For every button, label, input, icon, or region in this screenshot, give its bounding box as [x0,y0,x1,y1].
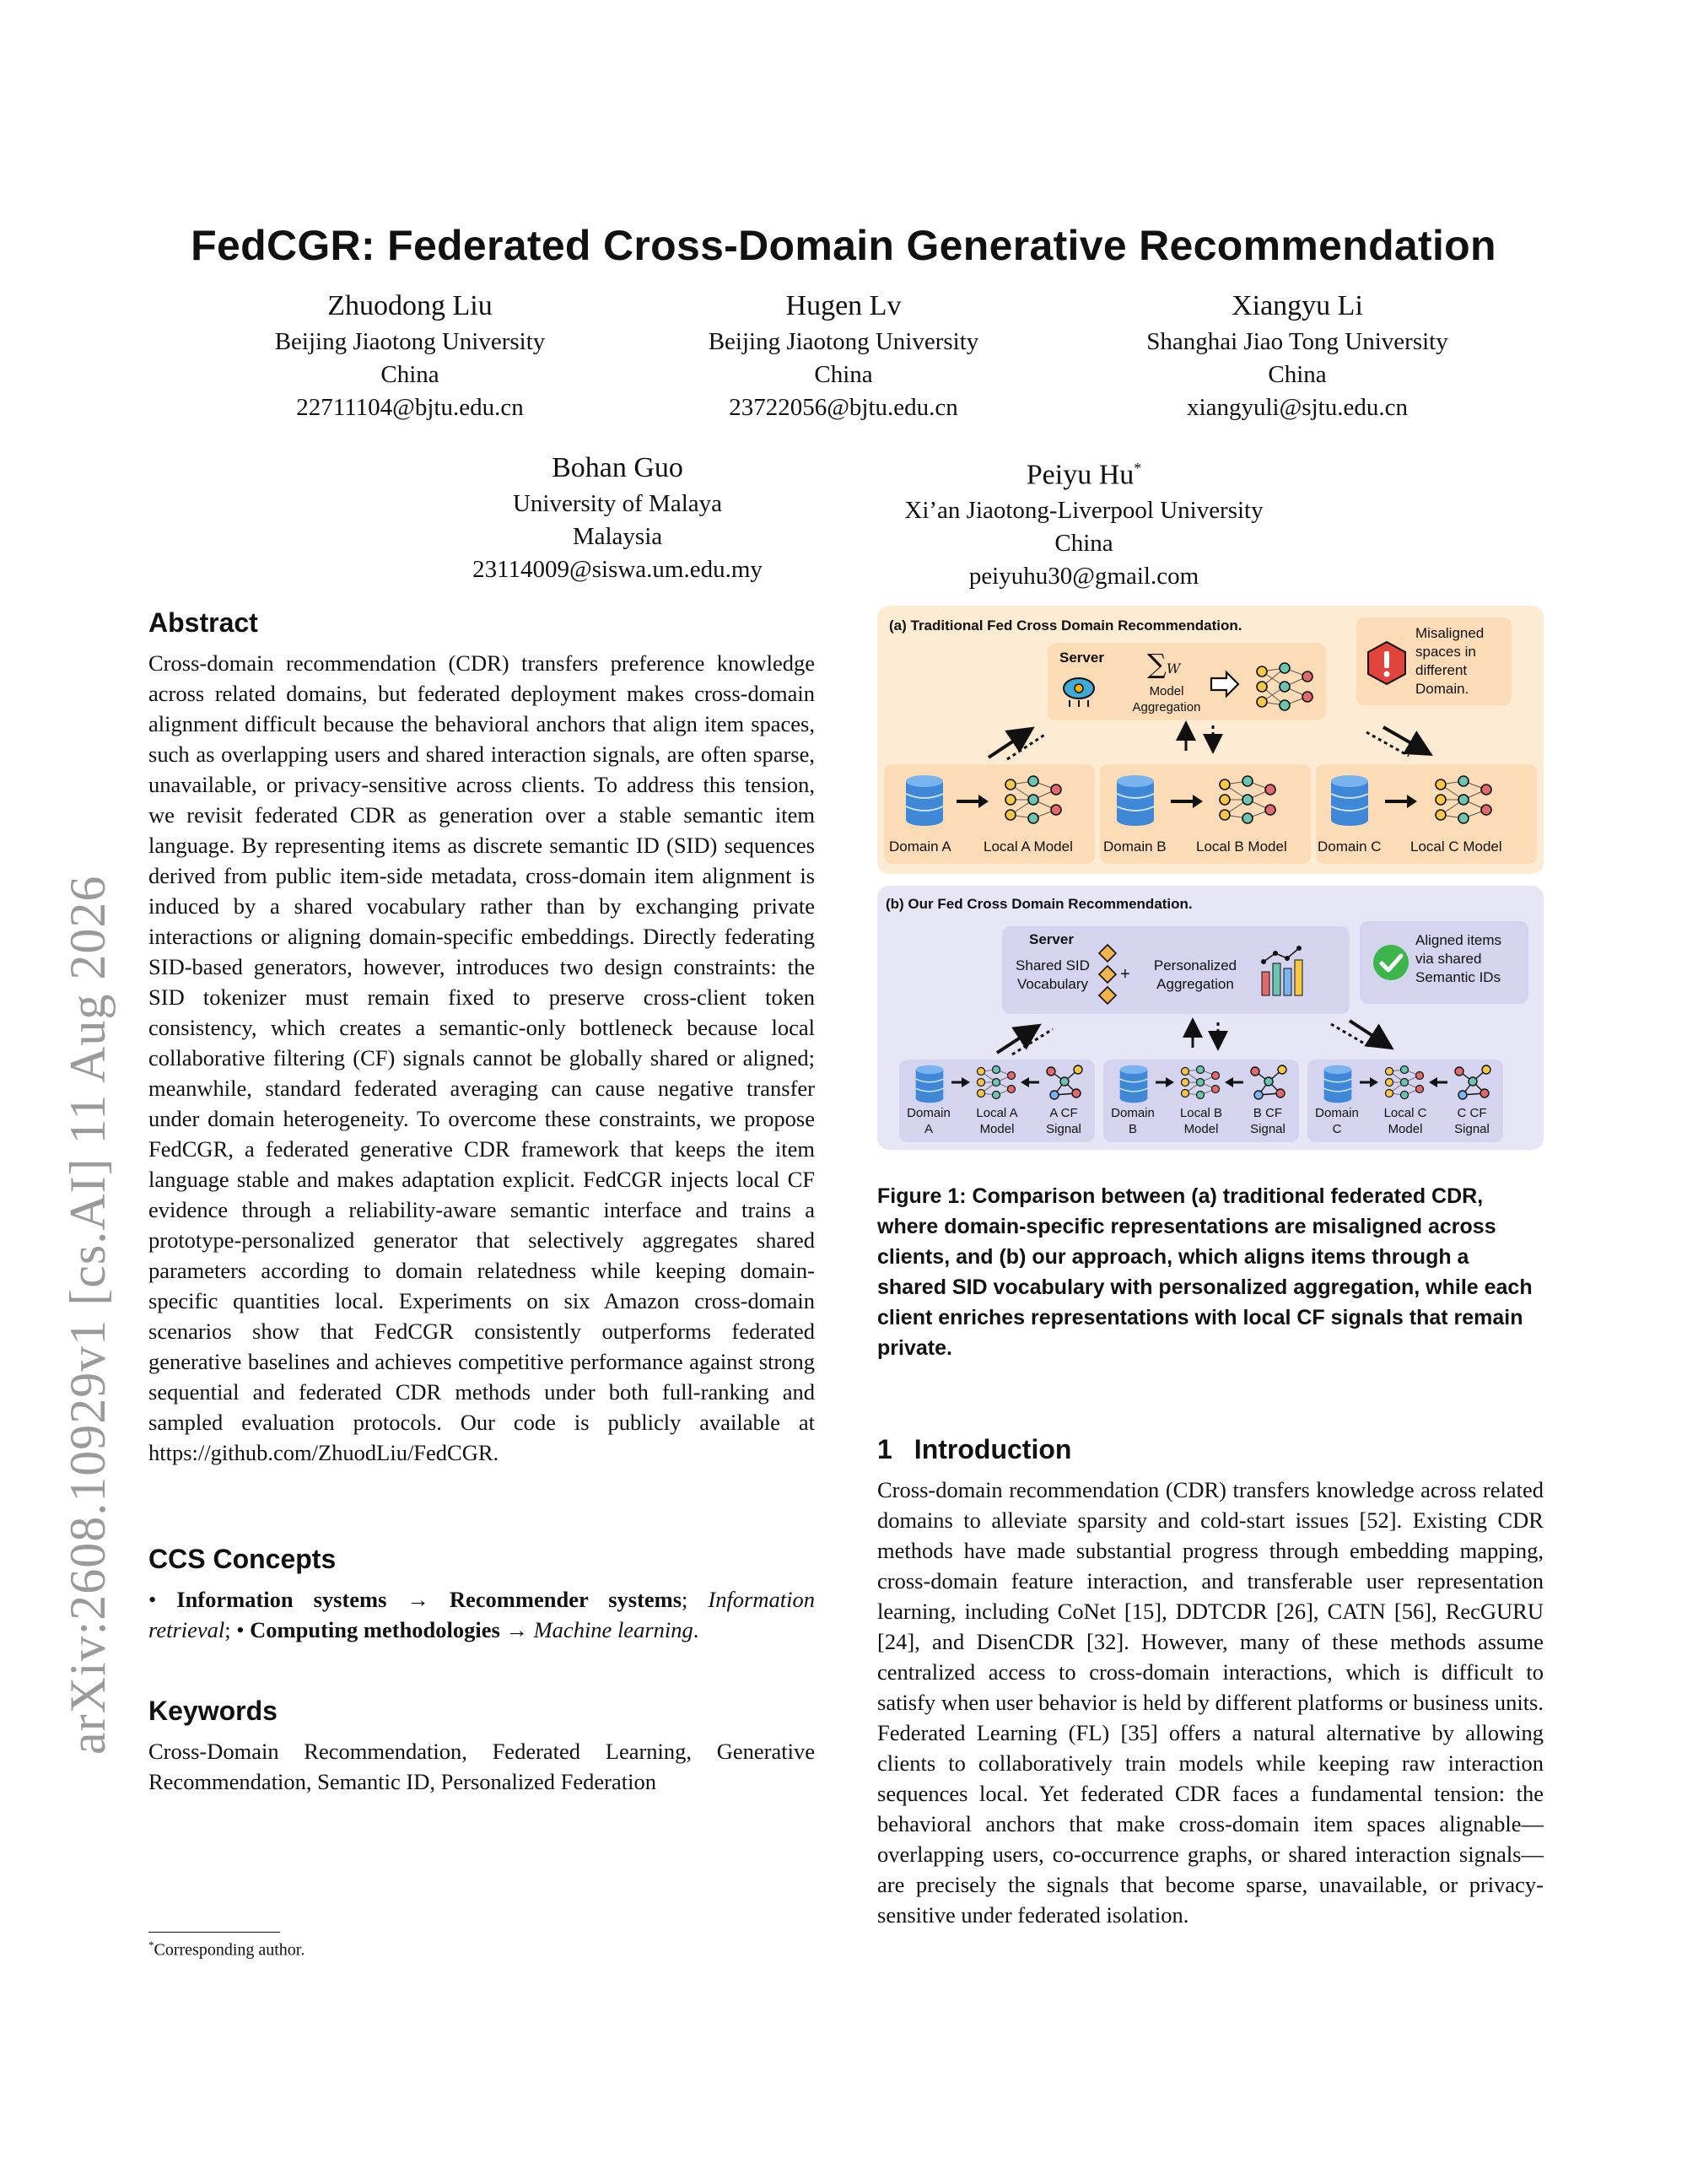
client-model-label: Local A Model [976,1106,1018,1136]
author-affiliation: University of Malaya [512,490,723,517]
arrow-left-icon [1021,1076,1039,1088]
author-email: peiyuhu30@gmail.com [968,563,1199,590]
client-domain-label: Domain C [1318,839,1382,855]
ccs-heading: CCS Concepts [148,1544,337,1574]
check-circle-icon [1372,943,1410,982]
ccs-text: • Information systems → Recommender systems; Information retrieval; • Computing methodologies → Machine learning. [148,1587,815,1642]
footnote [148,1939,305,1960]
author-affiliation: Beijing Jiaotong University [708,328,979,355]
author-block-4 [381,449,854,586]
aligned-box [1360,921,1528,1004]
neural-net-icon [1253,660,1316,714]
cloud-server-icon [1059,671,1098,710]
figure-1 [877,606,1544,1150]
author-block-2 [607,287,1080,424]
agg-label: Personalized Aggregation [1153,957,1237,992]
plus-sign: + [1120,965,1130,984]
abstract-heading: Abstract [148,607,258,638]
corresponding-mark: * [1134,460,1142,477]
neural-net-icon [1179,1063,1221,1102]
author-block-3 [1061,287,1533,424]
database-icon [914,1065,945,1103]
sum-symbol-icon: ∑W [1147,648,1181,680]
server-label: Server [1059,650,1104,666]
ccs-arrow: → [407,1587,429,1612]
cf-graph-icon [1044,1063,1083,1102]
panel-a [877,606,1544,874]
server-label: Server [1029,931,1074,947]
vocab-label: Shared SID Vocabulary [1016,957,1090,992]
database-icon [1323,1065,1353,1103]
author-email: 23722056@bjtu.edu.cn [729,394,958,421]
author-email: xiangyuli@sjtu.edu.cn [1187,394,1408,421]
client-c-box [1316,764,1537,864]
author-block-5 [848,449,1320,593]
sid-tokens-icon [1097,943,1118,1007]
cf-graph-icon [1248,1063,1287,1102]
client-c-box [1307,1060,1503,1142]
author-name: Hugen Lv [785,290,902,321]
client-b-box [1103,1060,1299,1142]
intro-text: Cross-domain recommendation (CDR) transfers knowledge across related domains to alleviate sparsity and cold-start issues [52]. Existing CDR methods have made substantial progress through embedding mapping, cross-domain feature interaction, and transferable user representation learning, including CoNet [15], DDTCDR [26], CATN [56], RecGURU [24], and DisenCDR [32]. However, many of these methods assume centralized access to cross-domain interactions, which is difficult to satisfy when user behavior is held by different platforms or business units. Federated Learning (FL) [35] offers a natural alternative by allowing clients to collaboratively train models while keeping raw interaction sequences local. Yet federated CDR faces a fundamental tension: the behavioral anchors that make cross-domain item spaces alignable—overlapping users, co-occurrence graphs, or shared interaction signals—are precisely the signals that become sparse, unavailable, or privacy-sensitive under federated isolation. [877,1477,1544,1928]
author-email: 22711104@bjtu.edu.cn [296,394,524,421]
panel-b [877,886,1544,1150]
sum-subscript: W [1166,661,1181,677]
warning-icon [1363,639,1410,687]
paper-title: FedCGR: Federated Cross-Domain Generative Recommendation [191,222,1496,269]
client-model-label: Local B Model [1179,1106,1223,1136]
client-a-box [884,764,1095,864]
ccs-term: Computing methodologies [250,1617,500,1642]
panel-a-title: (a) Traditional Fed Cross Domain Recommendation. [889,617,1242,634]
author-name: Xiangyu Li [1232,290,1363,321]
database-icon [1118,1065,1149,1103]
footnote-text: Corresponding author. [154,1940,305,1960]
neural-net-icon [975,1063,1017,1102]
author-name: Bohan Guo [552,452,683,483]
client-domain-label: Domain C [1315,1106,1359,1136]
client-model-label: Local A Model [984,839,1073,855]
ccs-term: Information retrieval [148,1587,815,1642]
bar-chart-icon [1257,941,1311,1000]
server-box [1048,643,1326,720]
client-signal-label: A CF Signal [1046,1106,1081,1136]
author-email: 23114009@siswa.um.edu.my [472,556,763,583]
database-icon [904,774,945,827]
abstract-text: Cross-domain recommendation (CDR) transfers preference knowledge across related domains, but federated deployment makes cross-domain alignment difficult because the behavioral anchors that align item spaces, such as overlapping users and shared interaction signals, are often sparse, unavailable, or privacy-sensitive across clients. To address this tension, we revisit federated CDR as generation over a stable semantic item language. By representing items as discrete semantic ID (SID) sequences derived from public item-side metadata, cross-domain item alignment is induced by a shared vocabulary rather than by exchanging private interactions or aligning domain-specific embeddings. Directly federating SID-based generators, however, introduces two design constraints: the SID tokenizer must remain fixed to preserve cross-client token consistency, which creates a semantic-only bottleneck because local collaborative filtering (CF) signals cannot be globally shared or aligned; meanwhile, standard federated averaging can cause negative transfer under domain heterogeneity. To overcome these constraints, we propose FedCGR, a federated generative CDR framework that keeps the item language stable and makes adaptation explicit. FedCGR injects local CF evidence through a reliability-aware semantic interface and trains a prototype-personalized generator that selectively aggregates shared parameters according to domain relatedness while keeping domain-specific quantities local. Experiments on six Amazon cross-domain scenarios show that FedCGR consistently outperforms federated generative baselines and achieves competitive performance against strong sequential and federated CDR methods under both full-ranking and sampled evaluation protocols. Our code is publicly available at https://github.com/ZhuodLiu/FedCGR. [148,650,815,1465]
communication-arrows [877,715,1544,766]
server-box [1002,926,1350,1014]
neural-net-icon [1002,773,1064,827]
author-country: China [1054,530,1113,558]
client-signal-label: C CF Signal [1454,1106,1490,1136]
author-country: China [380,361,439,388]
ccs-bullet: • [148,1587,157,1612]
cf-graph-icon [1453,1063,1491,1102]
ccs-arrow: → [505,1617,528,1642]
figure-caption: Figure 1: Comparison between (a) traditional federated CDR, where domain-specific representations are misaligned across clients, and (b) our approach, which aligns items through a shared SID vocabulary with personalized aggregation, while each client enriches representations with local CF signals that remain private. [877,1184,1533,1360]
database-icon [1329,774,1370,827]
panel-b-title: (b) Our Fed Cross Domain Recommendation. [886,896,1193,912]
keywords-heading: Keywords [148,1696,278,1726]
section-title: Introduction [914,1434,1072,1464]
author-name: Zhuodong Liu [327,290,493,321]
client-domain-label: Domain A [907,1106,951,1136]
author-name: Peiyu Hu [1026,459,1135,491]
arrow-right-icon [951,1076,970,1088]
arrow-right-icon [1208,670,1242,698]
keywords-text: Cross-Domain Recommendation, Federated Learning, Generative Recommendation, Semantic ID, Personalized Federation [148,1739,815,1794]
client-model-label: Local C Model [1383,1106,1427,1136]
client-model-label: Local C Model [1410,839,1502,855]
aligned-text: Aligned items via shared Semantic IDs [1415,932,1502,985]
warning-text: Misaligned spaces in different Domain. [1415,625,1485,697]
arrow-right-icon [957,793,989,810]
ccs-bullet: • [236,1617,245,1642]
footnote-mark: * [148,1939,154,1951]
warning-box [1356,617,1512,705]
footnote-rule [148,1932,280,1933]
neural-net-icon [1432,773,1495,827]
arrow-right-icon [1171,793,1203,810]
ccs-term: Information systems [176,1587,387,1612]
client-signal-label: B CF Signal [1250,1106,1285,1136]
arrow-right-icon [1156,1076,1174,1088]
author-affiliation: Beijing Jiaotong University [274,328,546,355]
author-affiliation: Xi’an Jiaotong-Liverpool University [904,497,1264,525]
arrow-left-icon [1225,1076,1243,1088]
arrow-left-icon [1429,1076,1447,1088]
client-a-box [899,1060,1095,1142]
section-number: 1 [877,1434,892,1464]
client-domain-label: Domain B [1103,839,1167,855]
neural-net-icon [1216,773,1279,827]
arrow-right-icon [1385,793,1417,810]
client-model-label: Local B Model [1196,839,1287,855]
author-country: Malaysia [572,523,663,550]
ccs-term: Recommender systems [449,1587,682,1612]
arxiv-identifier: arXiv:2608.10929v1 [cs.AI] 11 Aug 2026 [60,875,116,1755]
client-domain-label: Domain A [889,839,951,855]
author-affiliation: Shanghai Jiao Tong University [1146,328,1448,355]
client-domain-label: Domain B [1111,1106,1155,1136]
communication-arrows [877,1014,1544,1061]
ccs-term: Machine learning [533,1617,693,1642]
database-icon [1115,774,1156,827]
neural-net-icon [1383,1063,1426,1102]
author-country: China [814,361,873,388]
aggregation-label: Model Aggregation [1132,684,1201,715]
client-b-box [1100,764,1311,864]
author-country: China [1268,361,1327,388]
author-name-line [848,449,1320,494]
author-block-1 [174,287,646,424]
intro-heading [877,1434,1071,1465]
arrow-right-icon [1360,1076,1378,1088]
